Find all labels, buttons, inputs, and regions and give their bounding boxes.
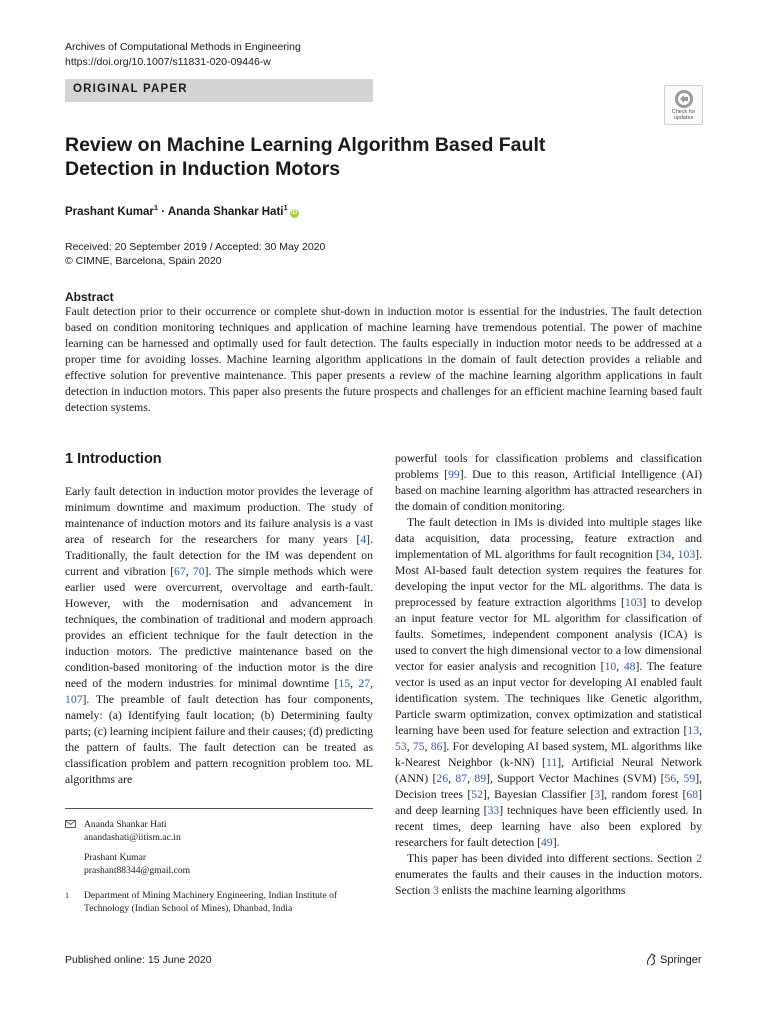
- citation-link[interactable]: 86: [430, 740, 443, 753]
- body-text: ]. For developing AI based system, ML algorithms like k-Nearest Neighbor (k-NN) [: [395, 740, 702, 769]
- author-separator: ·: [158, 205, 168, 218]
- abstract-text: Fault detection prior to their occurrence or complete shut-down in induction motor is essential for the industries. The fault detection based on condition monitoring techniques and application of machine learning have tremendous potential. The power of machine learning can be harnessed and optimally used for fault detection. The faults especially in induction motor needs to be addressed at a proper time for avoiding losses. Machine learning algorithm applications in the domain of fault detection provides a reliable and effective solution for preventive maintenance. This paper presents a review of the machine learning algorithm applications in fault detection in induction motors. This paper also presents the future prospects and challenges for an efficient machine learning based fault detection systems.: [65, 305, 702, 414]
- body-text: enlists the machine learning algorithms: [438, 884, 626, 897]
- body-text: ]. Traditionally, the fault detection for the IM was dependent on current and vibration [: [65, 533, 373, 578]
- footnote-affiliation: [65, 889, 373, 915]
- publisher-logo: [645, 953, 702, 966]
- body-text: ]. Most AI-based fault detection system requires the features for developing the input vector for the ML algorithms. The data is preprocessed by feature extraction algorithms [: [395, 548, 702, 609]
- body-text: ], random forest [: [600, 788, 687, 801]
- body-paragraph: [395, 451, 702, 515]
- journal-name: Archives of Computational Methods in Engineering: [65, 41, 301, 53]
- body-text: ]. The feature vector is used as an input vector for developing AI enabled fault identification system. The techniques like Genetic algorithm, Particle swarm optimization, convex optimization and statistical learning have been used for feature selection and extraction [: [395, 660, 702, 737]
- body-text: ]. Due to this reason, Artificial Intelligence (AI) based on machine learning algorithm has attracted researchers in the domain of condition monitoring.: [395, 468, 703, 513]
- check-for-updates-badge[interactable]: [664, 85, 703, 125]
- body-paragraph: [395, 851, 702, 899]
- citation-link[interactable]: 34: [659, 548, 672, 561]
- body-text: ], Decision trees [: [395, 772, 703, 801]
- body-text: ] and deep learning [: [395, 788, 702, 817]
- footnote-divider: [65, 808, 373, 809]
- published-online-date: Published online: 15 June 2020: [65, 954, 212, 966]
- citation-link[interactable]: 68: [686, 788, 699, 801]
- body-column-left: [65, 484, 373, 788]
- citation-link[interactable]: 52: [471, 788, 483, 801]
- section-link[interactable]: 2: [696, 852, 702, 865]
- abstract-heading: Abstract: [65, 290, 114, 304]
- body-text: ] techniques have been efficiently used. In recent times, deep learning have also been explored by researchers for fault detection [: [395, 804, 703, 849]
- orcid-icon[interactable]: iD: [291, 209, 298, 216]
- citation-link[interactable]: 87: [455, 772, 468, 785]
- citation-link[interactable]: 11: [545, 756, 558, 769]
- citation-link[interactable]: 67: [174, 565, 186, 578]
- body-text: ,: [671, 548, 678, 561]
- article-dates: [65, 240, 325, 268]
- citation-link[interactable]: 103: [624, 596, 643, 609]
- springer-horse-icon: [645, 953, 657, 966]
- body-text: ].: [552, 836, 560, 849]
- body-text: ,: [616, 660, 624, 673]
- body-paragraph: [65, 484, 373, 788]
- section-heading-introduction: 1 Introduction: [65, 451, 162, 467]
- body-text: ,: [424, 740, 431, 753]
- citation-link[interactable]: 27: [358, 677, 371, 690]
- body-text: ,: [448, 772, 456, 785]
- affiliation-mark: 1: [283, 203, 288, 212]
- body-text: Early fault detection in induction motor provides the leverage of minimum downtime and maximum production. The study of maintenance of induction motors and its failure analysis is a vast area of research for the researchers for many years [: [65, 485, 373, 546]
- body-text: ,: [350, 677, 359, 690]
- citation-link[interactable]: 26: [436, 772, 449, 785]
- author-list: [65, 203, 299, 218]
- citation-link[interactable]: 4: [360, 533, 367, 546]
- citation-link[interactable]: 103: [677, 548, 696, 561]
- author-name[interactable]: Prashant Kumar: [65, 205, 154, 218]
- body-text: ], Support Vector Machines (SVM) [: [486, 772, 665, 785]
- footnote-name: Ananda Shankar Hati: [84, 819, 167, 830]
- citation-link[interactable]: 70: [192, 565, 205, 578]
- body-text: ], Bayesian Classifier [: [482, 788, 595, 801]
- citation-link[interactable]: 107: [65, 693, 83, 706]
- citation-link[interactable]: 10: [604, 660, 617, 673]
- check-for-updates-text: [665, 109, 702, 121]
- publisher-name: Springer: [660, 954, 702, 966]
- body-text: ]. The simple methods which were earlier used were overcurrent, overvoltage and earth-fault. However, with the modernisation and advancement in techniques, the combination of traditional and modern approach provides an efficient technique for the fault detection in the induction motors. The predictive maintenance based on the condition-based monitoring of the induction motor is the dire need of the modern industries for minimal downtime [: [65, 565, 373, 690]
- body-text: ,: [370, 677, 373, 690]
- body-text: ,: [699, 724, 702, 737]
- citation-link[interactable]: 3: [594, 788, 601, 801]
- body-column-right: [395, 451, 702, 899]
- citation-link[interactable]: 49: [541, 836, 553, 849]
- body-text: The fault detection in IMs is divided into multiple stages like data acquisition, data processing, feature extraction and implementation of ML algorithms for fault recognition [: [395, 516, 702, 561]
- footnote-author: [65, 851, 373, 877]
- citation-link[interactable]: 56: [664, 772, 677, 785]
- body-text: ,: [676, 772, 684, 785]
- citation-link[interactable]: 48: [623, 660, 636, 673]
- journal-header: [65, 40, 301, 69]
- check-updates-line1: Check for: [671, 109, 696, 115]
- author-name[interactable]: Ananda Shankar Hati: [167, 205, 284, 218]
- footnote-email[interactable]: anandashati@iitism.ac.in: [84, 832, 181, 843]
- paper-title: Review on Machine Learning Algorithm Based Fault Detection in Induction Motors: [65, 134, 546, 180]
- footnote-corresponding-author: [65, 818, 373, 844]
- body-text: powerful tools for classification problems and classification problems [: [395, 452, 702, 481]
- citation-link[interactable]: 99: [448, 468, 460, 481]
- body-text: ], Artificial Neural Network (ANN) [: [395, 756, 702, 785]
- citation-link[interactable]: 75: [412, 740, 425, 753]
- body-text: This paper has been divided into different sections. Section: [407, 852, 697, 865]
- paper-type-label: ORIGINAL PAPER: [73, 83, 188, 95]
- citation-link[interactable]: 59: [683, 772, 696, 785]
- footnote-name: Prashant Kumar: [84, 852, 147, 863]
- citation-link[interactable]: 13: [687, 724, 700, 737]
- check-updates-line2: updates: [673, 115, 694, 121]
- body-paragraph: [395, 515, 702, 851]
- citation-link[interactable]: 33: [487, 804, 500, 817]
- body-text: ,: [185, 565, 193, 578]
- citation-link[interactable]: 15: [338, 677, 351, 690]
- citation-link[interactable]: 89: [474, 772, 487, 785]
- affiliation-mark: 1: [153, 203, 159, 212]
- citation-link[interactable]: 53: [395, 740, 407, 753]
- copyright-line: © CIMNE, Barcelona, Spain 2020: [65, 255, 222, 267]
- affiliation-text: Department of Mining Machinery Engineering, Indian Institute of Technology (Indian School of Mines), Dhanbad, India: [84, 890, 338, 914]
- section-link[interactable]: 3: [432, 884, 439, 897]
- received-accepted-dates: Received: 20 September 2019 / Accepted: 30 May 2020: [65, 241, 326, 253]
- body-text: enumerates the faults and their causes in the induction motors. Section: [395, 868, 702, 897]
- mail-icon: [65, 820, 76, 828]
- check-for-updates-icon: [674, 89, 694, 109]
- doi-link[interactable]: https://doi.org/10.1007/s11831-020-09446-w: [65, 55, 271, 68]
- body-text: ]. The preamble of fault detection has four components, namely: (a) Identifying fault location; (b) Determining faulty parts; (c) learning incipient failure and their causes; (d) predicting the pattern of faults. The fault detection can be treated as classification problem and pattern recognition problem too. ML algorithms are: [65, 693, 373, 786]
- paper-type-bar: [65, 79, 373, 102]
- body-text: ,: [467, 772, 475, 785]
- body-text: ] to develop an input feature vector for ML algorithm for classification of faults. Sometimes, independent component analysis (ICA) is used to convert the high dimensional vector to a low dimensional vector for easier analysis and recognition [: [395, 596, 702, 673]
- affiliation-mark: 1: [65, 891, 69, 900]
- footnote-email[interactable]: prashant88344@gmail.com: [84, 865, 191, 876]
- body-text: ,: [406, 740, 413, 753]
